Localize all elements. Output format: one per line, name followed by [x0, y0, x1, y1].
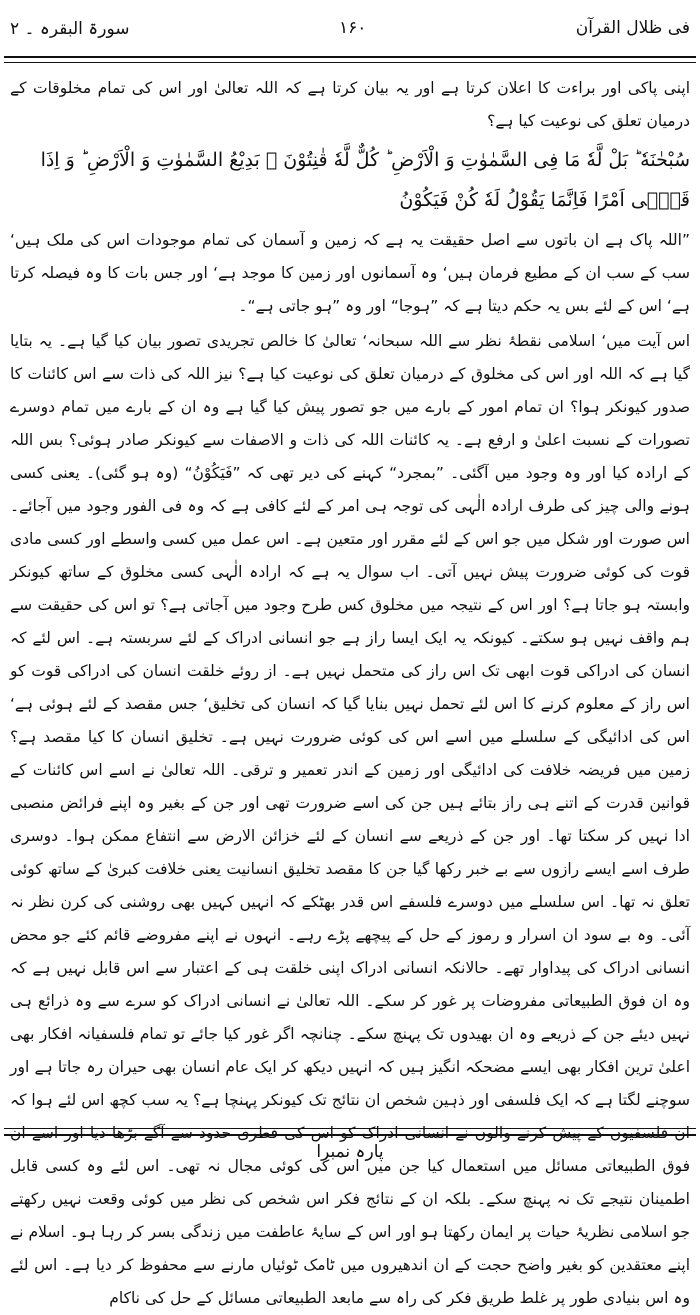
page-footer [0, 1138, 700, 1166]
book-title: فی ظلال القرآن [575, 18, 690, 38]
header-rule-thick [4, 56, 696, 58]
page-number: ۱۶۰ [338, 18, 367, 38]
header-rule-thin [4, 62, 696, 63]
quran-verse: سُبْحٰنَهٗ ؕ بَلْ لَّهٗ مَا فِی السَّمٰوٰتِ وَ الْاَرْضِ ؕ كُلٌّ لَّهٗ قٰنِتُوْنَ ۞ بَدِیْعُ السَّمٰوٰتِ وَ الْاَرْضِ ؕ وَ اِذَا قَضٰۤی اَمْرًا فَاِنَّمَا یَقُوْلُ لَهٗ كُنْ فَیَكُوْنُ [40, 149, 690, 211]
footer-rule-thick [4, 1134, 696, 1136]
commentary-paragraph: اس آیت میں‘ اسلامی نقطۂ نظر سے اللہ سبحانہ‘ تعالیٰ کا خالص تجریدی تصور بیان کیا گیا ہے۔ یہ بتایا گیا ہے کہ اللہ اور اس کی مخلوق کے درمیان تعلق کی نوعیت کیا ہے؟ نیز اللہ کی ذات سے اس کائنات کا صدور کیونکر ہوا؟ ان تمام امور کے بارے میں جو تصور پیش کیا گیا ہے وہ ان کے بارے میں تمام دوسرے تصورات کے نسبت اعلیٰ و ارفع ہے۔ یہ کائنات اللہ کی ذات و الاصفات سے کیونکر صادر ہوئی؟ بس اللہ کے ارادہ کیا اور وہ وجود میں آگئی۔ ”بمجرد“ کہنے کی دیر تھی کہ ”فَیَكُوْنُ“ (وہ ہو گئی)۔ یعنی کسی ہونے والی چیز کی طرف ارادہ الٰہی کی توجہ ہی امر کے لئے کافی ہے کہ وہ فی الفور وجود میں آجائے۔ اس صورت اور شکل میں جو اس کے لئے مقرر اور متعین ہے۔ اس عمل میں کسی واسطے اور کسی مادی قوت کی کوئی ضرورت پیش نہیں آتی۔ اب سوال یہ ہے کہ ارادہ الٰہی کسی مخلوق کے ساتھ کیونکر وابستہ ہو جاتا ہے؟ اور اس کے نتیجہ میں مخلوق کس طرح وجود میں آجاتی ہے؟ تو اس کی حقیقت سے ہم واقف نہیں ہو سکتے۔ کیونکہ یہ ایک ایسا راز ہے جو انسانی ادراک کے لئے سربستہ ہے۔ اس لئے کہ انسان کی ادراکی قوت ابھی تک اس راز کی متحمل نہیں ہے۔ از روئے خلقت انسان کی ادراکی قوت کو اس راز کے معلوم کرنے کا اس لئے تحمل نہیں بنایا گیا کہ انسان کی تخلیق‘ جس مقصد کے لئے ہوئی ہے‘ اس کی ادائیگی کے سلسلے میں اسے اس کی کوئی ضرورت نہیں ہے۔ تخلیق انسان کا کیا مقصد ہے؟ زمین میں فریضہ خلافت کی ادائیگی اور زمین کے اندر تعمیر و ترقی۔ اللہ تعالیٰ نے اسے اس کائنات کے قوانین قدرت کے اتنے ہی راز بتائے ہیں جن کی اسے ضرورت تھی اور جن کے بغیر وہ اپنے فرائض منصبی ادا نہیں کر سکتا تھا۔ اور جن کے ذریعے سے انسان کے لئے خزائن الارض سے انتفاع ممکن ہوا۔ دوسری طرف اسے ایسے رازوں سے بے خبر رکھا گیا جن کا مقصد تخلیق انسانیت یعنی خلافت کبریٰ کے ساتھ کوئی تعلق نہ تھا۔ اس سلسلے میں دوسرے فلسفے اس قدر بھٹکے کہ انہیں کہیں بھی روشنی کی کرن نظر نہ آئی۔ وہ بے سود ان اسرار و رموز کے حل کے پیچھے پڑے رہے۔ انہوں نے اپنے مفروضے قائم کئے جو محض انسانی ادراک کی پیداوار تھے۔ حالانکہ انسانی ادراک اپنی خلقت ہی کے اعتبار سے اس قابل نہیں ہے کہ وہ ان فوق الطبیعاتی مفروضات پر غور کر سکے۔ اللہ تعالیٰ نے انسانی ادراک کو سرے سے وہ ذرائع ہی نہیں دیئے جن کے ذریعے وہ ان بھیدوں تک پہنچ سکے۔ چنانچہ اگر غور کیا جائے تو تمام فلسفیانہ افکار بھی اعلیٰ ترین افکار بھی ایسے مضحکہ انگیز ہیں کہ انہیں دیکھ کر ایک عام انسان بھی حیران رہ جاتا ہے اور سوچنے لگتا ہے کہ ایک فلسفی اور ذہین شخص ان نتائج تک کیونکر پہنچا ہے؟ یہ سب کچھ اس لئے ہوا کہ ان فلسفیوں کے پیش کرنے والوں نے انسانی ادراک کو اس کی فطری حدود سے آگے بڑھا دیا اور اسے ان فوق الطبیعاتی مسائل میں استعمال کیا جن میں اس کی کوئی مجال نہ تھی۔ اس لئے وہ کسی قابل اطمینان نتیجے تک نہ پہنچ سکے۔ بلکہ ان کے نتائج فکر اس شخص کی نظر میں کوئی وقعت نہیں رکھتے جو اسلامی نظریۂ حیات پر ایمان رکھتا ہو اور اس کے سایۂ عاطفت میں زندگی بسر کر رہا ہو۔ اسلام نے اپنے معتقدین کو بغیر واضح حجت کے ان اندھیروں میں ٹامک ٹوئیاں مارنے سے محفوظ کر دیا ہے۔ اس لئے وہ اس بنیادی طور پر غلط طریق فکر کی راہ سے مابعد الطبیعاتی مسائل کے حل کی ناکام [10, 332, 690, 1307]
page-header [4, 6, 696, 50]
intro-paragraph: اپنی پاکی اور براءت کا اعلان کرتا ہے اور یہ بیان کرتا ہے کہ اللہ تعالیٰ اور اس کی تمام مخلوقات کے درمیان تعلق کی نوعیت کیا ہے؟ [10, 79, 690, 130]
verse-translation: ”اللہ پاک ہے ان باتوں سے اصل حقیقت یہ ہے کہ زمین و آسمان کی تمام موجودات اس کی ملک ہیں‘ سب کے سب ان کے مطیع فرمان ہیں‘ وہ آسمانوں اور زمین کا موجد ہے‘ اور جس بات کا وہ فیصلہ کرتا ہے‘ اس کے لئے بس یہ حکم دیتا ہے کہ ”ہوجا“ اور وہ ”ہو جاتی ہے“۔ [10, 231, 690, 315]
para-label: پارہ نمبرا [316, 1142, 384, 1162]
surah-name: سورۃ البقرہ ۔ ۲ [10, 18, 130, 39]
footer-rule-thin [4, 1128, 696, 1129]
